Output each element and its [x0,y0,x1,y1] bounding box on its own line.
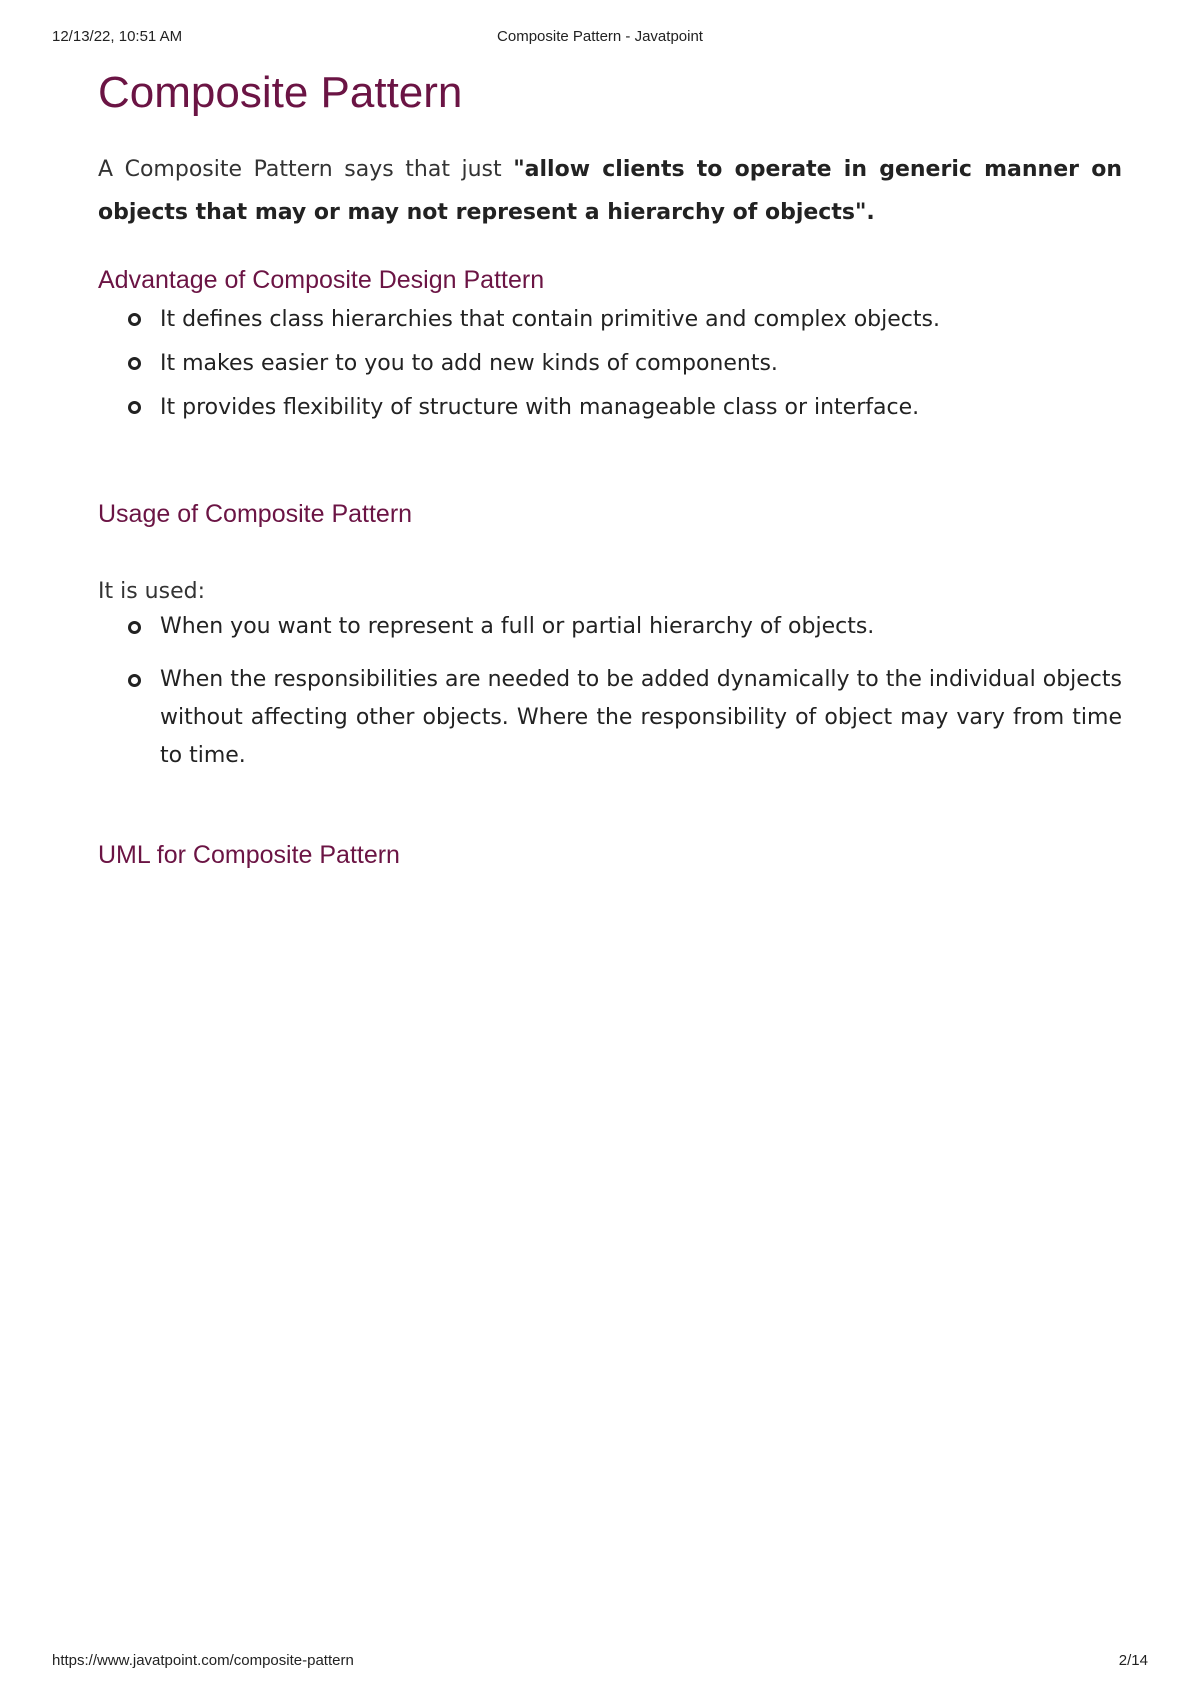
usage-list [98,608,1122,775]
print-datetime: 12/13/22, 10:51 AM [52,28,183,45]
list-item-text: When the responsibilities are needed to be added dynamically to the individual objects without affecting other objects. Where the responsibility of object may vary from time to time. [160,667,1122,768]
list-item [98,608,1122,646]
list-item-text: It provides flexibility of structure with manageable class or interface. [160,395,920,420]
page-title: Composite Pattern [98,68,463,117]
advantage-heading: Advantage of Composite Design Pattern [98,266,545,294]
intro-quote: "allow clients to operate in generic manner on objects that may or may not represent a hierarchy of objects". [98,157,1122,225]
intro-paragraph [98,148,1122,234]
bullet-circle-icon [128,357,141,370]
advantage-list [98,298,1122,430]
uml-heading: UML for Composite Pattern [98,841,400,869]
usage-heading: Usage of Composite Pattern [98,500,413,528]
intro-prefix: A Composite Pattern says that just [98,157,514,182]
list-item [98,386,1122,430]
print-page-number: 2/14 [1118,1652,1148,1669]
list-item [98,342,1122,386]
print-url: https://www.javatpoint.com/composite-pattern [52,1652,354,1669]
usage-intro: It is used: [98,579,205,604]
list-item [98,661,1122,775]
bullet-circle-icon [128,401,141,414]
list-item-text: It defines class hierarchies that contain primitive and complex objects. [160,307,940,332]
list-item [98,298,1122,342]
print-page-title: Composite Pattern - Javatpoint [497,28,703,45]
list-item-text: When you want to represent a full or partial hierarchy of objects. [160,614,875,639]
list-item-text: It makes easier to you to add new kinds of components. [160,351,778,376]
bullet-circle-icon [128,674,141,687]
article-content [98,60,1122,873]
bullet-circle-icon [128,313,141,326]
bullet-circle-icon [128,621,141,634]
